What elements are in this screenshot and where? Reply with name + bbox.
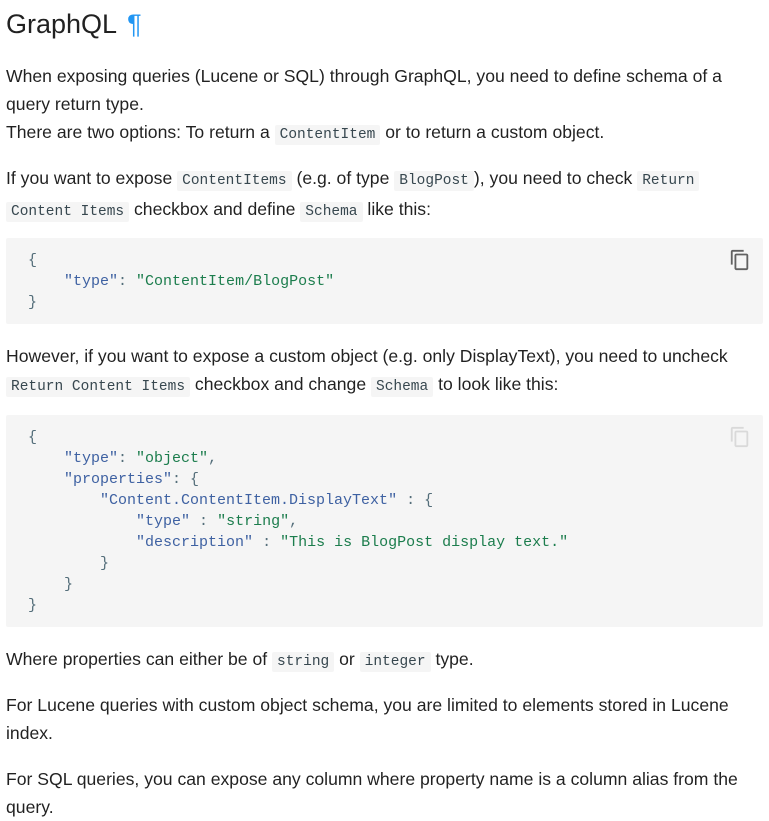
paragraph-sql: For SQL queries, you can expose any column where property name is a column alias from the query. [6,769,738,817]
inline-code-schema: Schema [300,202,362,222]
copy-icon [729,425,751,449]
paragraph-property-types: Where properties can either be of string or integer type. [6,649,474,670]
inline-code-integer: integer [360,652,431,672]
paragraph-lucene: For Lucene queries with custom object schema, you are limited to elements stored in Lucene index. [6,695,729,743]
inline-code-contentitems: ContentItems [177,171,291,191]
permalink-anchor[interactable]: ¶ [127,9,142,39]
inline-code-return: Return [637,171,699,191]
section-heading [6,4,142,44]
code-block-contentitem [6,238,763,324]
inline-code-return-content-items: Return Content Items [6,377,190,397]
code-block-custom-object [6,415,763,627]
code-content: { "type": "object", "properties": { "Content.ContentItem.DisplayText" : { "type" : "string", "description" : "This is BlogPost display text." } } } [28,429,569,614]
paragraph-expose-contentitems: If you want to expose ContentItems (e.g. of type BlogPost ), you need to check Return Content Items checkbox and define Schema like this: [6,164,763,226]
inline-code-contentitem: ContentItem [275,125,381,145]
copy-icon [729,248,751,272]
paragraph-custom-object: However, if you want to expose a custom object (e.g. only DisplayText), you need to uncheck Return Content Items checkbox and change Schema to look like this: [6,346,728,395]
inline-code-schema-2: Schema [371,377,433,397]
code-content: { "type": "ContentItem/BlogPost" } [28,252,335,311]
heading-title: GraphQL [6,9,118,39]
copy-button[interactable] [729,248,751,272]
inline-code-blogpost: BlogPost [394,171,474,191]
paragraph-intro: When exposing queries (Lucene or SQL) through GraphQL, you need to define schema of a query return type. There are two options: To return a ContentItem or to return a custom object. [6,66,722,143]
inline-code-string: string [272,652,334,672]
copy-button[interactable] [729,425,751,449]
inline-code-content-items: Content Items [6,202,129,222]
